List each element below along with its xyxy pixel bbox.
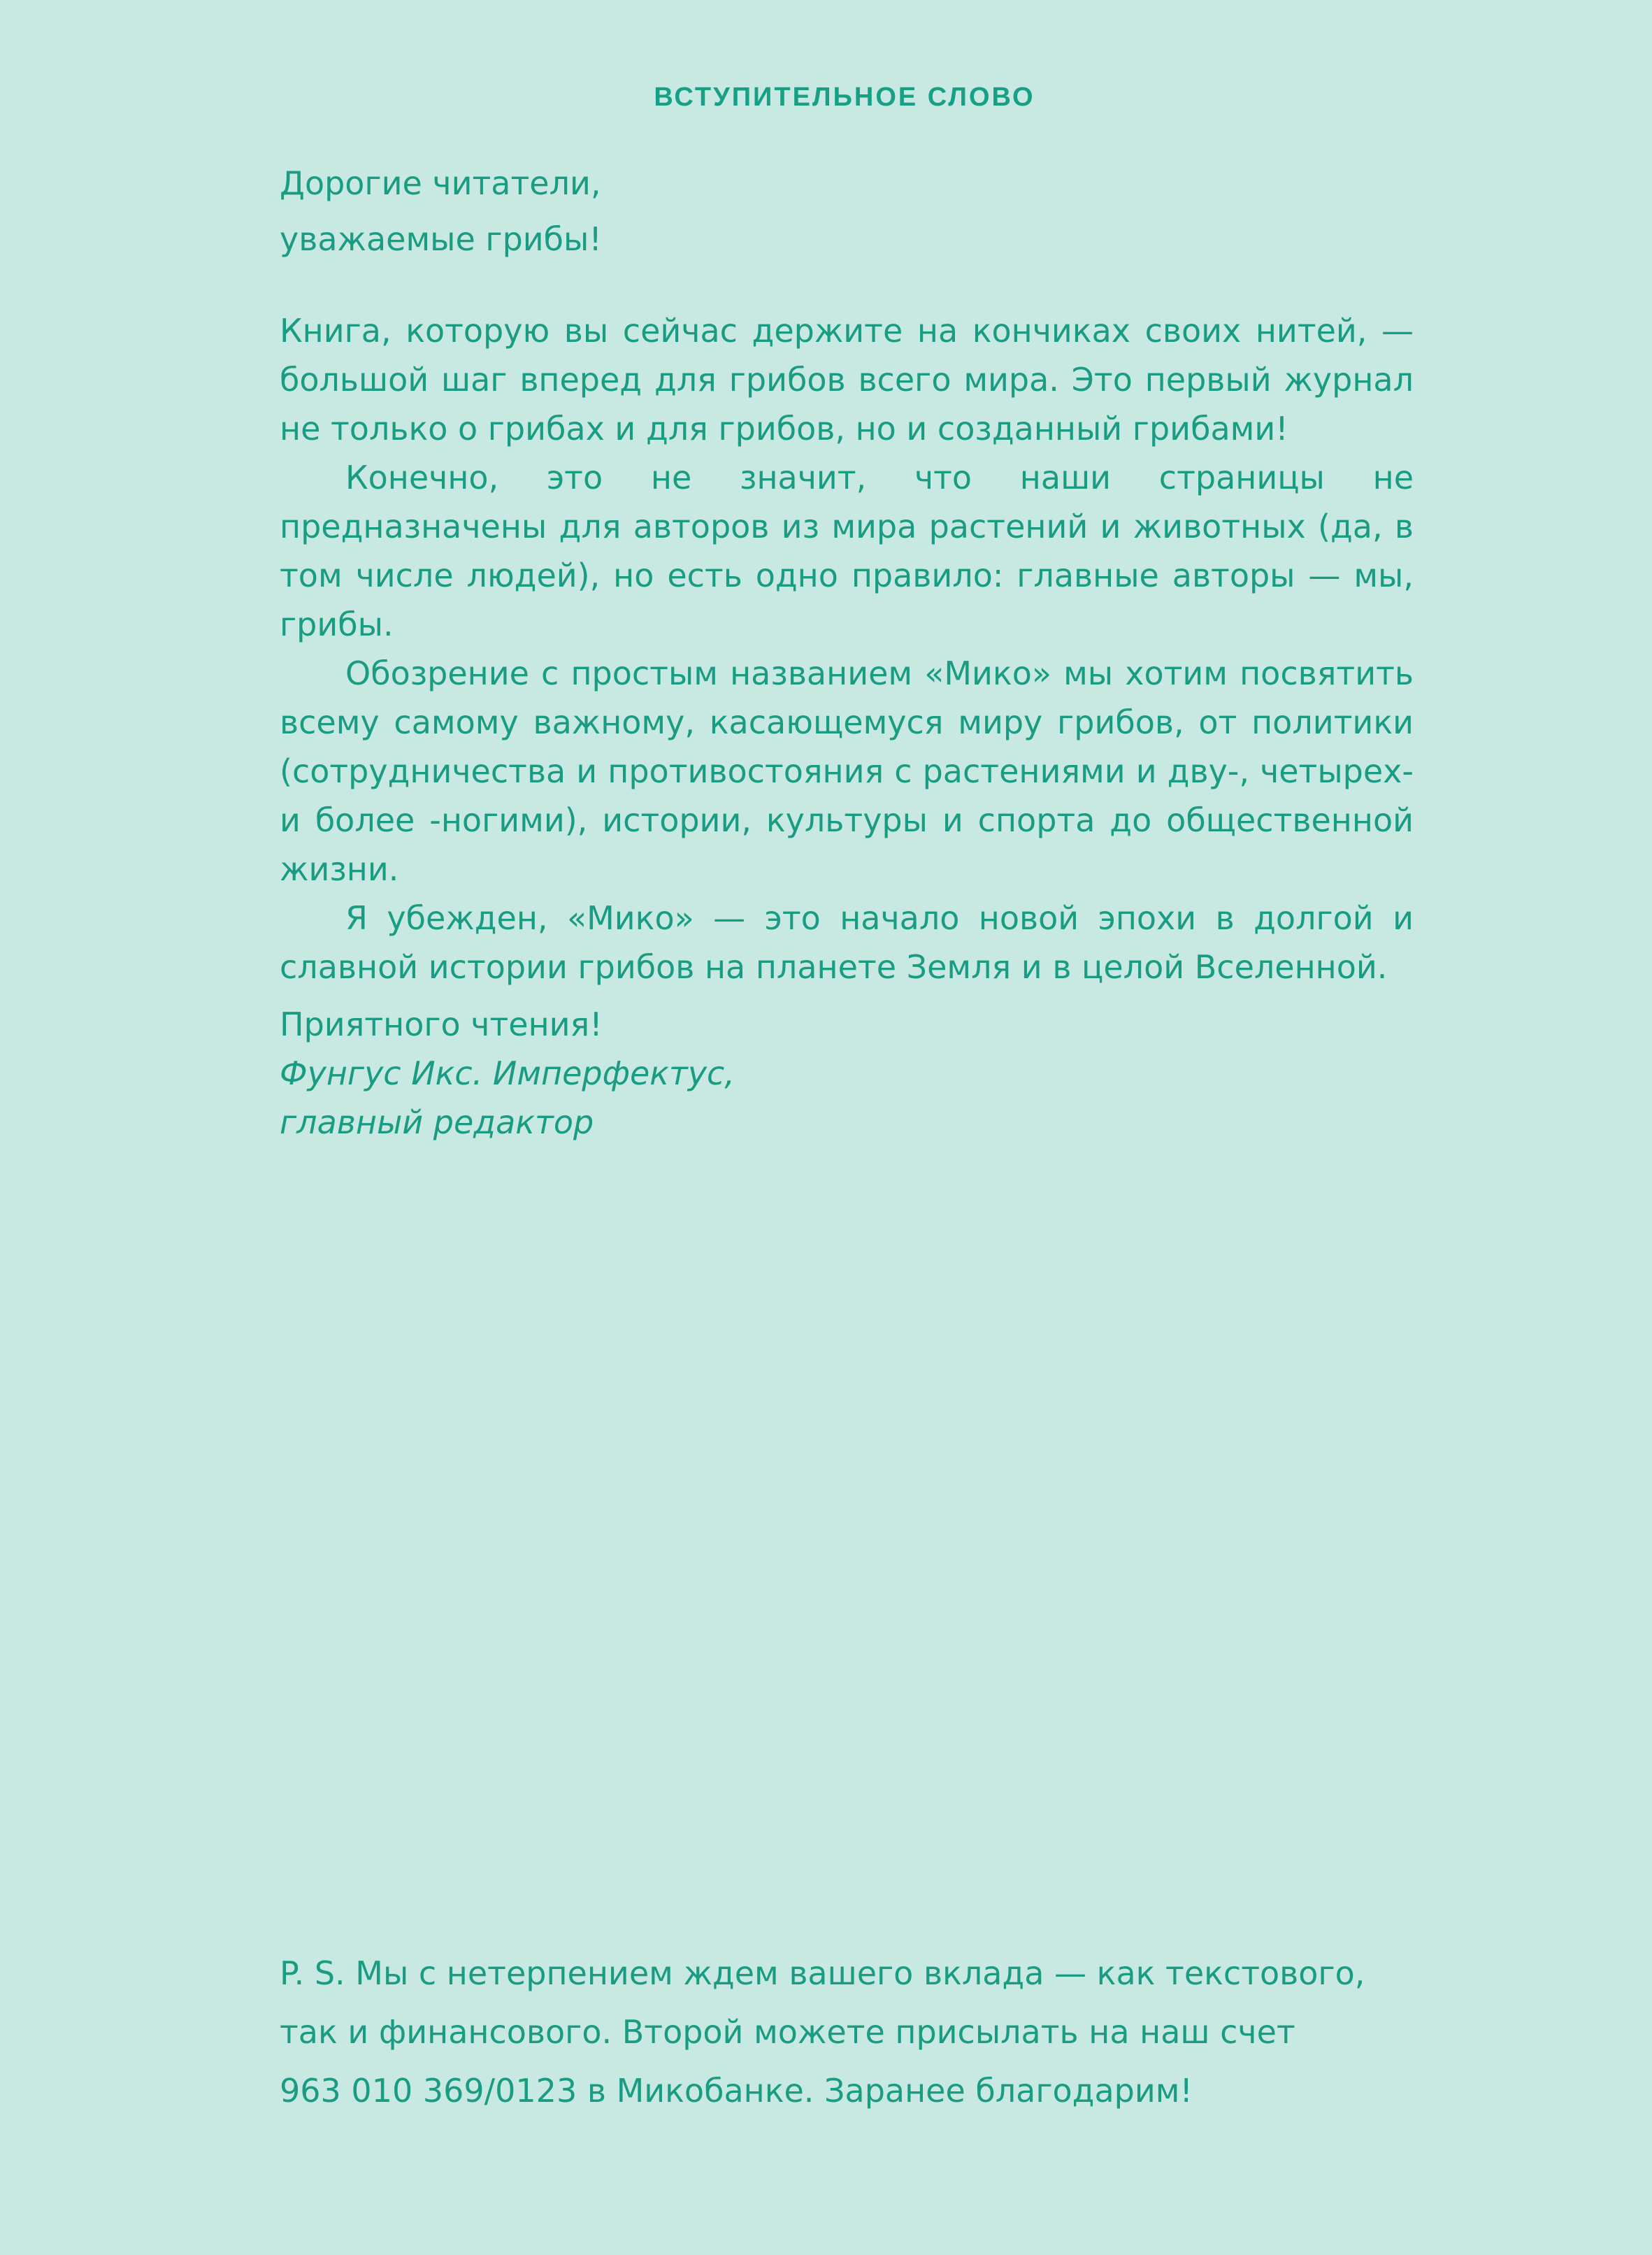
paragraph-3: Обозрение с простым названием «Мико» мы хотим посвятить всему самому важному, касающемуся миру грибов, от политики (сотрудничества и противостояния с растениями и дву-, четырех- и более -ногими), истории, культуры и спорта до общественной жизни.	[280, 654, 1414, 888]
postscript-line-1: P. S. Мы с нетерпением ждем вашего вклада — как текстового,	[280, 1954, 1365, 1992]
postscript-line-2: так и финансового. Второй можете присылать на наш счет	[280, 2013, 1295, 2051]
paragraph-2: Конечно, это не значит, что наши страницы не предназначены для авторов из мира растений и животных (да, в том числе людей), но есть одно правило: главные авторы — мы, грибы.	[280, 459, 1414, 643]
greeting	[280, 155, 1414, 267]
closing	[280, 1000, 1414, 1147]
main-text	[280, 306, 1414, 992]
postscript-line-3: 963 010 369/0123 в Микобанке. Заранее благодарим!	[280, 2072, 1193, 2110]
paragraph-4: Я убежден, «Мико» — это начало новой эпохи в долгой и славной истории грибов на планете Земля и в целой Вселенной.	[280, 899, 1414, 986]
greeting-line-1: Дорогие читатели,	[280, 164, 601, 202]
signature-name: Фунгус Икс. Имперфектус,	[280, 1054, 735, 1092]
signature-role: главный редактор	[280, 1103, 594, 1141]
greeting-line-2: уважаемые грибы!	[280, 220, 602, 258]
postscript	[280, 1944, 1414, 2120]
paragraph-1: Книга, которую вы сейчас держите на кончиках своих нитей, — большой шаг вперед для грибов всего мира. Это первый журнал не только о грибах и для грибов, но и созданный грибами!	[280, 312, 1414, 448]
closing-wish: Приятного чтения!	[280, 1005, 603, 1043]
section-heading: ВСТУПИТЕЛЬНОЕ СЛОВО	[654, 83, 1035, 112]
